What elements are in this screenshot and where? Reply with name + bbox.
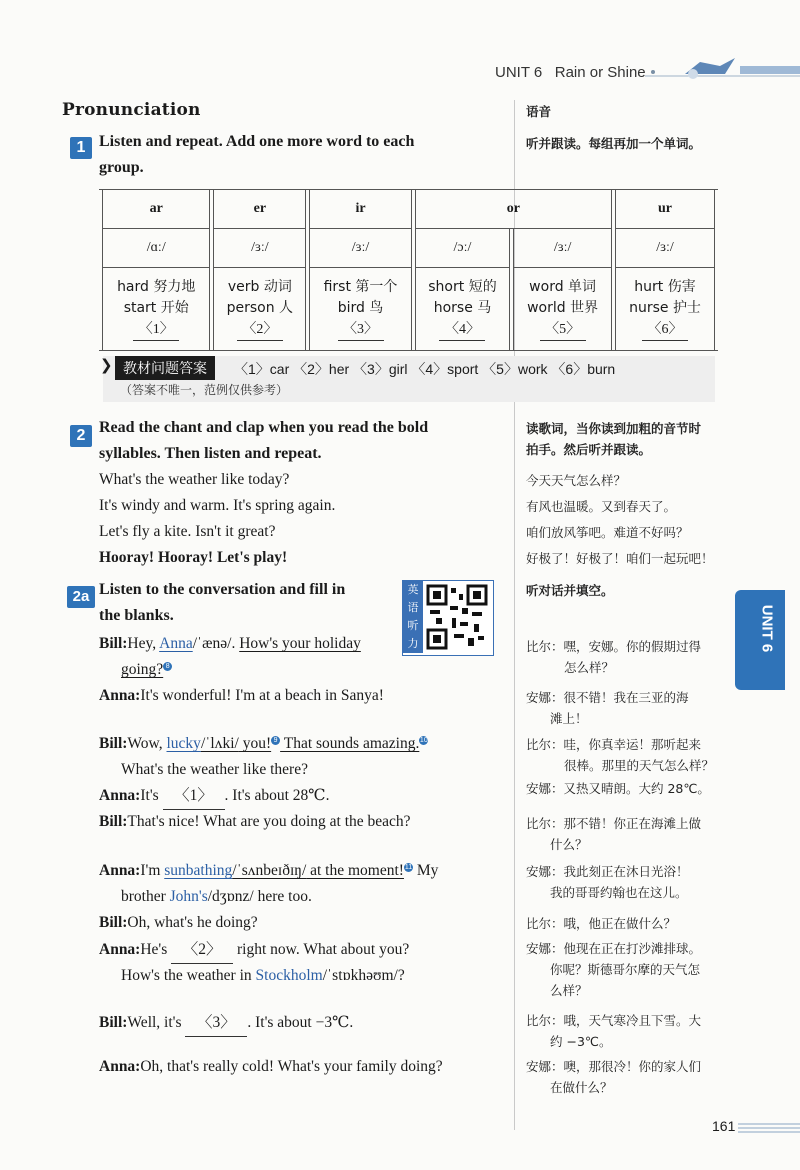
note-marker-icon: 9: [271, 736, 280, 745]
dialog-cn-line: 安娜：他现在正在打沙滩排球。: [526, 941, 702, 956]
dialog-line-1: [99, 631, 361, 657]
table-word-cell: [309, 268, 412, 350]
table-sound: /ɜː/: [309, 229, 412, 268]
table-blank: 〈4〉: [439, 319, 485, 341]
task-1-instruction: [99, 129, 504, 181]
table-sound: /ɜː/: [513, 229, 612, 268]
dialog-text: He's: [140, 941, 172, 958]
chant-line-cn: 有风也温暖。又到春天了。: [526, 499, 677, 514]
qr-label: 英语听力: [403, 581, 423, 653]
speaker-anna: Anna:: [99, 787, 141, 804]
note-marker-icon: 11: [404, 863, 413, 871]
dialog-cn-line: 安娜：很不错！我在三亚的海: [526, 690, 689, 705]
dialog-cn-line: 么样？: [550, 983, 588, 998]
speaker-anna: Anna:: [99, 1058, 141, 1075]
table-word-cell: [213, 268, 306, 350]
page-number-decoration-icon: [738, 1120, 800, 1134]
answer-arrow-icon: ❯: [100, 356, 113, 374]
header-decoration-icon: [645, 52, 800, 86]
word-b: world 世界: [527, 300, 599, 316]
table-header-er: er: [213, 190, 306, 229]
task-2a-badge: 2a: [67, 586, 95, 608]
table-blank: 〈2〉: [237, 319, 283, 341]
table-sound: /ɜː/: [615, 229, 715, 268]
unit-label: UNIT 6: [495, 64, 543, 81]
dialog-cn-3: [526, 734, 714, 776]
answer-note: （答案不唯一，范例仅供参考）: [120, 383, 289, 397]
dialog-line-7: [99, 910, 258, 936]
dialog-cn-4: 安娜：又热又晴朗。大约 28℃。: [526, 781, 710, 796]
task-2a-instruction-line1: Listen to the conversation and fill in: [99, 581, 346, 598]
table-blank: 〈1〉: [133, 319, 179, 341]
dialog-cn-1: [526, 636, 701, 678]
table-header-or: or: [415, 190, 612, 229]
table-header-ir: ir: [309, 190, 412, 229]
dialog-cn-9: [526, 1010, 701, 1052]
note-marker-icon: 10: [419, 736, 428, 744]
task-2-instruction: [99, 415, 504, 467]
dialog-line-9: [99, 1010, 353, 1037]
dialog-line-4: [99, 783, 329, 810]
dialog-text: That's nice! What are you doing at the beach?: [127, 813, 411, 830]
dialog-line-10: [99, 1054, 443, 1080]
chant-line: Hooray! Hooray! Let's play!: [99, 549, 288, 566]
dialog-cn-line: 很棒。那里的天气怎么样？: [564, 758, 715, 773]
dialog-cn-line: 滩上！: [550, 711, 588, 726]
pronunciation-table: [99, 189, 718, 351]
dialog-cn-5: [526, 813, 701, 855]
chant-line: What's the weather like today?: [99, 471, 290, 488]
chant-line-cn: 好极了！好极了！咱们一起玩吧！: [526, 551, 714, 566]
speaker-bill: Bill:: [99, 914, 128, 931]
word-b: bird 鸟: [337, 300, 384, 316]
speaker-bill: Bill:: [99, 813, 128, 830]
dialog-text: brother: [121, 888, 170, 905]
dialog-text: .: [231, 635, 240, 652]
page-number: 161: [712, 1118, 736, 1134]
word-b: horse 马: [433, 300, 492, 316]
word-b: start 开始: [123, 300, 189, 316]
dialog-text: ?: [397, 967, 405, 984]
dialog-text: Well, it's: [127, 1014, 186, 1031]
task-2-instruction-line2: syllables. Then listen and repeat.: [99, 445, 322, 462]
table-blank: 〈5〉: [540, 319, 586, 341]
dialog-text: right now. What about you?: [233, 941, 410, 958]
speaker-bill: Bill:: [99, 735, 128, 752]
name-john: John's: [169, 888, 208, 905]
dialog-line-8: [99, 937, 409, 964]
table-word-cell: [615, 268, 715, 350]
dialog-line-3: [99, 731, 428, 757]
dialog-cn-line: 比尔：那不错！你正在海滩上做: [526, 816, 702, 831]
dialog-text: you!: [238, 735, 272, 752]
section-title-cn: 语音: [526, 104, 552, 119]
table-word-cell: [513, 268, 612, 350]
task-1-instruction-cn: 听并跟读。每组再加一个单词。: [526, 136, 702, 151]
dialog-cn-line: 比尔：嘿，安娜。你的假期过得: [526, 639, 702, 654]
task-2-instruction-cn-line2: 拍手。然后听并跟读。: [526, 442, 652, 457]
word-a: first 第一个: [323, 279, 398, 295]
phonetic: /ˈlʌki/: [200, 735, 239, 752]
task-2-instruction-line1: Read the chant and clap when you read the bold: [99, 419, 429, 436]
phonetic: /ˈstɒkhəʊm/: [322, 967, 398, 984]
dialog-text: Hey,: [127, 635, 160, 652]
dialog-cn-line: 你呢？斯德哥尔摩的天气怎: [550, 962, 701, 977]
dialog-text: . It's about −3℃.: [247, 1014, 354, 1031]
table-sound: /ɜː/: [213, 229, 306, 268]
task-1-badge: 1: [70, 137, 92, 159]
task-1-instruction-line2: group.: [99, 159, 144, 176]
dialog-text: That sounds amazing.: [280, 735, 420, 752]
dialog-cn-line: 什么？: [550, 837, 588, 852]
name-stockholm: Stockholm: [255, 967, 323, 984]
word-b: nurse 护士: [629, 300, 701, 316]
chant-line-cn: 今天天气怎么样？: [526, 473, 627, 488]
note-marker-icon: 8: [163, 662, 172, 671]
unit-title: Rain or Shine: [554, 64, 646, 81]
dialog-text: going?: [121, 661, 164, 678]
dialog-cn-6: [526, 861, 689, 903]
speaker-anna: Anna:: [99, 687, 141, 704]
dialog-text: at the moment!: [306, 862, 404, 879]
speaker-bill: Bill:: [99, 635, 128, 652]
word-a: short 短的: [428, 279, 497, 295]
unit-side-tab: [735, 590, 785, 690]
word-a: word 单词: [529, 279, 597, 295]
dialog-text: Oh, what's he doing?: [127, 914, 258, 931]
dialog-cn-7: 比尔：哦，他正在做什么？: [526, 916, 677, 931]
vocab-word: lucky: [166, 735, 201, 752]
word-b: person 人: [226, 300, 294, 316]
dialog-blank: 〈2〉: [171, 937, 233, 964]
answer-tag: 教材问题答案: [115, 356, 215, 380]
table-sound: /ɑː/: [102, 229, 210, 268]
dialog-text: How's your holiday: [239, 635, 361, 652]
dialog-cn-line: 安娜：我此刻正在沐日光浴！: [526, 864, 689, 879]
table-header-ar: ar: [102, 190, 210, 229]
speaker-bill: Bill:: [99, 1014, 128, 1031]
unit-side-tab-label: UNIT 6: [758, 604, 776, 653]
phonetic: /dʒɒnz/: [207, 888, 254, 905]
word-a: verb 动词: [227, 279, 292, 295]
table-header-ur: ur: [615, 190, 715, 229]
task-1-instruction-line1: Listen and repeat. Add one more word to each: [99, 133, 415, 150]
section-title: Pronunciation: [62, 100, 201, 120]
dialog-text: My: [412, 862, 439, 879]
task-2-instruction-cn-line1: 读歌词，当你读到加粗的音节时: [526, 421, 702, 436]
qr-code-icon[interactable]: [426, 584, 488, 650]
chant-line: Let's fly a kite. Isn't it great?: [99, 523, 276, 540]
dialog-cn-2: [526, 687, 689, 729]
task-2-badge: 2: [70, 425, 92, 447]
answer-text: 〈1〉car 〈2〉her 〈3〉girl 〈4〉sport 〈5〉work 〈6〉burn: [234, 361, 616, 377]
dialog-text: Oh, that's really cold! What's your family doing?: [140, 1058, 443, 1075]
dialog-text: Wow,: [127, 735, 167, 752]
dialog-cn-line: 在做什么？: [550, 1080, 613, 1095]
dialog-text: It's wonderful! I'm at a beach in Sanya!: [140, 687, 384, 704]
dialog-line-6-cont: [121, 884, 312, 910]
chant-line-cn: 咱们放风筝吧。难道不好吗？: [526, 525, 689, 540]
word-a: hurt 伤害: [634, 279, 696, 295]
task-2a-instruction-cn: 听对话并填空。: [526, 583, 614, 598]
dialog-cn-line: 约 −3℃。: [550, 1034, 612, 1049]
task-2a-instruction: [99, 577, 389, 629]
dialog-cn-line: 比尔：哇，你真幸运！那听起来: [526, 737, 702, 752]
dialog-line-3-cont: What's the weather like there?: [121, 761, 308, 778]
phonetic: /ˈænə/: [192, 635, 232, 652]
dialog-line-5: [99, 809, 411, 835]
dialog-cn-10: [526, 1056, 701, 1098]
dialog-cn-line: 比尔：哦，天气寒冷且下雪。大: [526, 1013, 702, 1028]
dialog-line-8-cont: [121, 963, 405, 989]
dialog-text: It's: [140, 787, 163, 804]
dialog-line-1-cont: [121, 657, 172, 683]
dialog-text: I'm: [140, 862, 165, 879]
dialog-blank: 〈3〉: [185, 1010, 247, 1037]
dialog-cn-8: [526, 938, 701, 1001]
dialog-line-2: [99, 683, 384, 709]
dialog-cn-line: 我的哥哥约翰也在这儿。: [550, 885, 688, 900]
table-blank: 〈3〉: [338, 319, 384, 341]
task-2-instruction-cn: [526, 418, 701, 460]
name-anna: Anna: [159, 635, 193, 652]
dialog-cn-line: 怎么样？: [564, 660, 615, 675]
dialog-text: here too.: [253, 888, 312, 905]
dialog-line-6: [99, 858, 438, 884]
speaker-anna: Anna:: [99, 862, 141, 879]
word-a: hard 努力地: [117, 279, 196, 295]
phonetic: /ˈsʌnbeɪðɪŋ/: [232, 862, 307, 879]
table-word-cell: [415, 268, 510, 350]
task-2a-instruction-line2: the blanks.: [99, 607, 174, 624]
table-blank: 〈6〉: [642, 319, 688, 341]
table-sound: /ɔː/: [415, 229, 510, 268]
dialog-text: How's the weather in: [121, 967, 256, 984]
dialog-text: . It's about 28℃.: [224, 787, 330, 804]
table-word-cell: [102, 268, 210, 350]
chant-line: It's windy and warm. It's spring again.: [99, 497, 336, 514]
page-header: [495, 64, 646, 81]
vocab-word: sunbathing: [164, 862, 233, 879]
dialog-blank: 〈1〉: [163, 783, 225, 810]
dialog-cn-line: 安娜：噢，那很冷！你的家人们: [526, 1059, 702, 1074]
speaker-anna: Anna:: [99, 941, 141, 958]
